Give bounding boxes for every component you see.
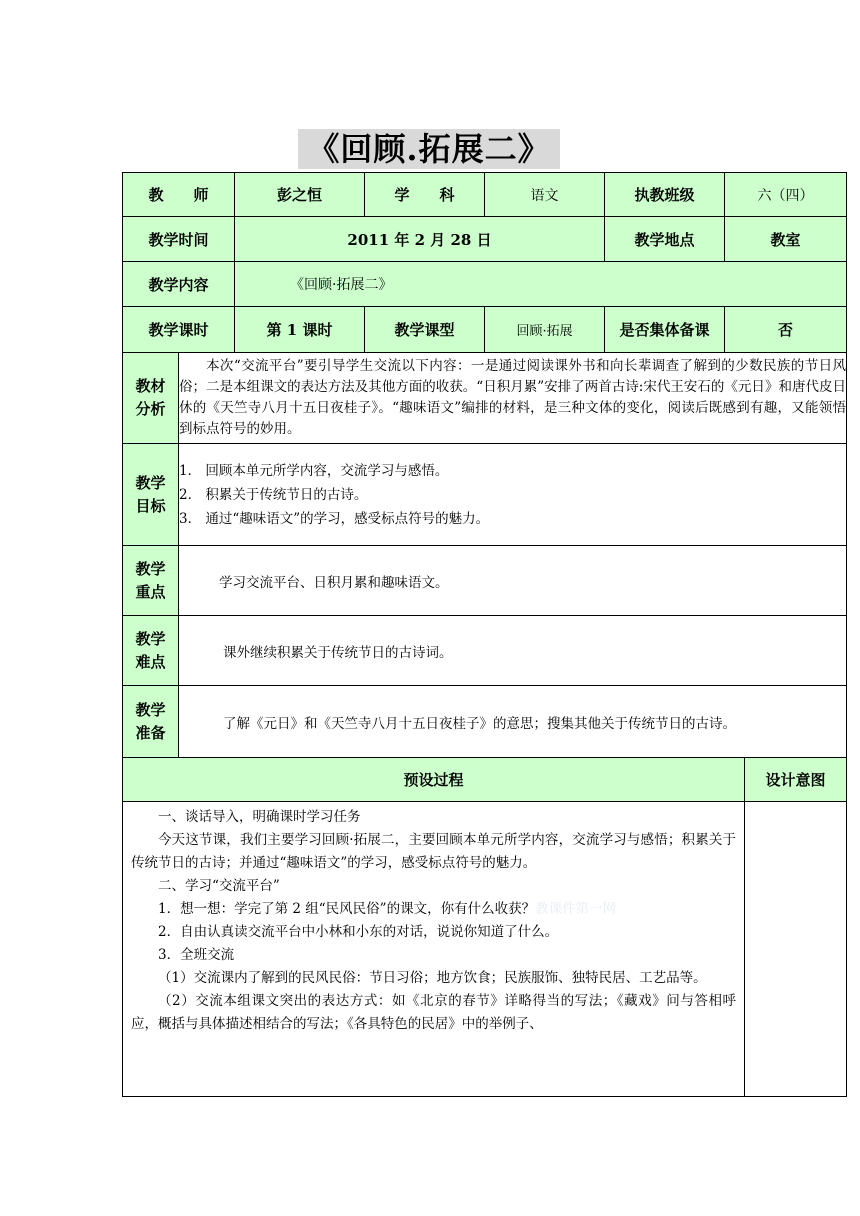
goals-list	[179, 444, 847, 546]
process-paragraph: （1）交流课内了解到的民风民俗：节日习俗；地方饮食；民族服饰、独特民居、工艺品等。	[158, 970, 707, 986]
collective-value: 否	[725, 307, 847, 353]
difficulty-label: 教学 难点	[123, 616, 179, 686]
process-paragraph: （2）交流本组课文突出的表达方式：如《北京的春节》详略得当的写法；《藏戏》问与答相呼应，概括与具体描述相结合的写法；《各具特色的民居》中的举例子、	[131, 993, 737, 1032]
process-paragraph: 2．自由认真读交流平台中小林和小东的对话，说说你知道了什么。	[158, 924, 559, 940]
teacher-value: 彭之恒	[235, 173, 365, 217]
watermark-text: 教课件第一网	[535, 901, 617, 917]
goal-item: 1． 回顾本单元所学内容，交流学习与感悟。	[179, 462, 449, 479]
process-paragraph: 今天这节课，我们主要学习回顾·拓展二，主要回顾本单元所学内容，交流学习与感悟；积累关于传统节日的古诗；并通过“趣味语文”的学习，感受标点符号的魅力。	[131, 832, 737, 871]
key-text: 学习交流平台、日积月累和趣味语文。	[179, 546, 847, 616]
key-label: 教学 重点	[123, 546, 179, 616]
difficulty-text: 课外继续积累关于传统节日的古诗词。	[179, 616, 847, 686]
prep-label: 教学 准备	[123, 686, 179, 758]
period-value: 第 1 课时	[235, 307, 365, 353]
process-paragraph: 1．想一想：学完了第 2 组“民风民俗”的课文，你有什么收获？教课件第一网	[158, 901, 617, 917]
analysis-text: 本次“交流平台”要引导学生交流以下内容：一是通过阅读课外书和向长辈调查了解到的少数民族的节日风俗；二是本组课文的表达方法及其他方面的收获。“日积月累”安排了两首古诗:宋代王安石的《元日》和唐代皮日休的《天竺寺八月十五日夜桂子》。“趣味语文”编排的材料，是三种文体的变化，阅读后既感到有趣，又能领悟到标点符号的妙用。	[179, 353, 847, 444]
page-title: 《回顾.拓展二》	[298, 129, 560, 169]
process-paragraph: 3．全班交流	[158, 947, 235, 963]
content-label: 教学内容	[123, 262, 235, 307]
content-value: 《回顾·拓展二》	[235, 262, 847, 307]
collective-label: 是否集体备课	[605, 307, 725, 353]
time-value: 2011 年 2 月 28 日	[235, 217, 605, 262]
prep-text: 了解《元日》和《天竺寺八月十五日夜桂子》的意思；搜集其他关于传统节日的古诗。	[179, 686, 847, 758]
place-label: 教学地点	[605, 217, 725, 262]
subject-value: 语文	[485, 173, 605, 217]
process-paragraph: 一、谈话导入，明确课时学习任务	[158, 809, 361, 825]
subject-label: 学 科	[365, 173, 485, 217]
intent-content	[745, 802, 847, 1097]
place-value: 教室	[725, 217, 847, 262]
intent-header: 设计意图	[745, 758, 847, 802]
analysis-label: 教材 分析	[123, 353, 179, 444]
process-content	[123, 802, 745, 1097]
process-paragraph: 二、学习“交流平台”	[158, 878, 280, 894]
lesson-plan-table	[122, 172, 847, 1097]
goal-item: 2． 积累关于传统节日的古诗。	[179, 486, 368, 503]
goals-label: 教学 目标	[123, 444, 179, 546]
class-value: 六（四）	[725, 173, 847, 217]
period-label: 教学课时	[123, 307, 235, 353]
time-label: 教学时间	[123, 217, 235, 262]
type-value: 回顾·拓展	[485, 307, 605, 353]
teacher-label: 教 师	[123, 173, 235, 217]
class-label: 执教班级	[605, 173, 725, 217]
process-header: 预设过程	[123, 758, 745, 802]
type-label: 教学课型	[365, 307, 485, 353]
goal-item: 3． 通过“趣味语文”的学习，感受标点符号的魅力。	[179, 510, 490, 527]
